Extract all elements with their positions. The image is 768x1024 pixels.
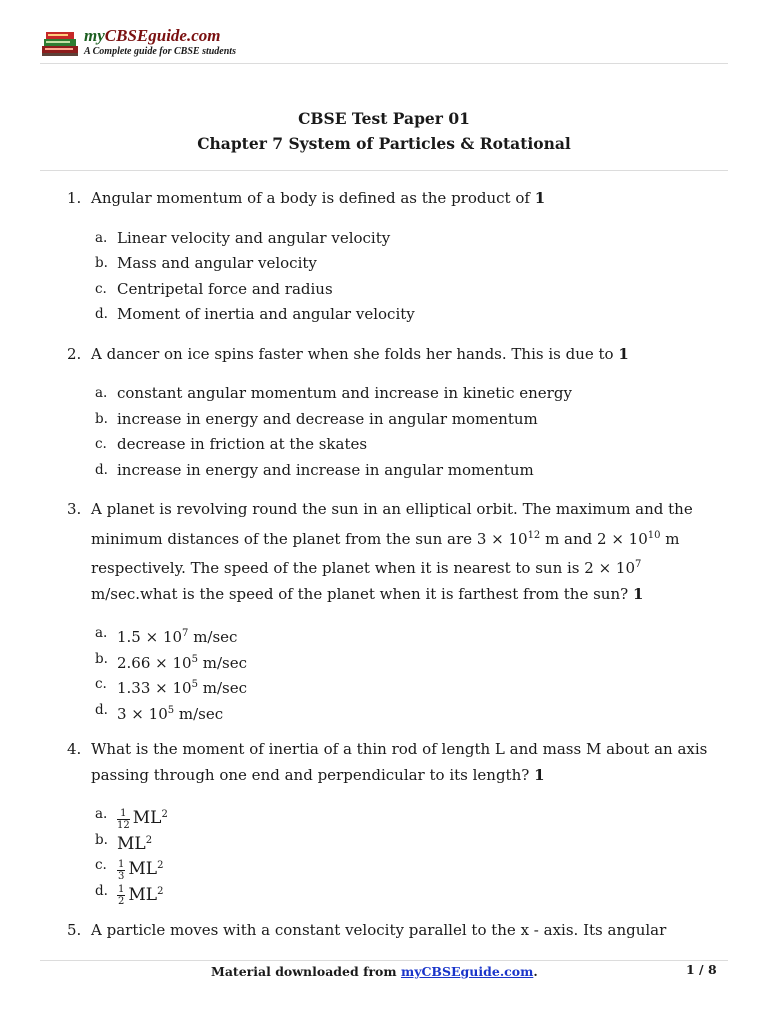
option-item <box>95 879 731 907</box>
math-exponent: 7 <box>635 559 642 570</box>
option-letter: a. <box>95 229 108 246</box>
fraction <box>117 884 125 907</box>
option-letter: d. <box>95 882 108 899</box>
option-letter: d. <box>95 701 108 718</box>
option-letter: b. <box>95 831 108 848</box>
marks-label: 1 <box>534 189 546 207</box>
option-item <box>95 302 731 328</box>
option-item <box>95 698 731 724</box>
math-expression <box>584 559 641 577</box>
option-exponent: 2 <box>145 834 153 846</box>
paper-title-line2: Chapter 7 System of Particles & Rotational <box>197 134 571 153</box>
question-number: 1. <box>67 189 82 207</box>
question-text-part: m respectively. The speed of the planet when it is nearest to sun is <box>91 529 680 577</box>
math-exponent: 12 <box>527 529 541 541</box>
option-letter: b. <box>95 650 108 667</box>
option-text: Mass and angular velocity <box>117 254 317 272</box>
options-list <box>91 621 731 723</box>
option-expression: ML <box>128 859 158 879</box>
footer-suffix: . <box>533 964 538 979</box>
marks-label: 1 <box>534 765 545 784</box>
question-5 <box>67 918 731 944</box>
question-1 <box>67 186 731 328</box>
question-text-part: m/sec.what is the speed of the planet when it is farthest from the sun? <box>91 584 629 603</box>
option-text: increase in energy and increase in angular momentum <box>117 460 534 479</box>
logo-tagline: A Complete guide for CBSE students <box>84 46 236 57</box>
question-text-part: m and <box>540 529 598 548</box>
option-item <box>95 251 731 277</box>
page-footer <box>0 962 768 982</box>
option-base: 2.66 × 10 <box>117 653 192 672</box>
page-header <box>40 22 728 64</box>
site-logo[interactable] <box>40 26 250 60</box>
option-expression: ML <box>128 884 158 905</box>
options-list <box>91 802 731 907</box>
question-number: 3. <box>67 500 82 518</box>
question-3 <box>67 497 731 723</box>
math-base: 3 × 10 <box>476 529 528 548</box>
footer-text <box>211 964 538 979</box>
question-text-part: A planet is revolving round the sun in an elliptical orbit. The maximum and the minimum distances of the planet from the sun are <box>91 500 693 548</box>
option-item <box>95 672 731 698</box>
option-base: 3 × 10 <box>117 704 168 723</box>
option-item <box>95 277 731 303</box>
option-letter: a. <box>95 806 108 822</box>
option-item <box>95 802 731 831</box>
option-base: 1.33 × 10 <box>117 679 192 697</box>
math-expression <box>597 530 660 548</box>
option-letter: c. <box>95 676 107 692</box>
option-expression: ML <box>132 808 162 828</box>
option-item <box>95 381 731 407</box>
option-letter: d. <box>95 461 108 478</box>
options-list <box>91 226 731 328</box>
option-exponent: 2 <box>157 885 164 897</box>
fraction-numerator: 1 <box>118 884 125 895</box>
paper-title-line1: CBSE Test Paper 01 <box>298 109 470 128</box>
logo-wordmark-rest: CBSEguide.com <box>104 26 221 45</box>
option-item <box>95 828 731 854</box>
marks-label: 1 <box>632 584 644 603</box>
option-text: Centripetal force and radius <box>117 279 333 298</box>
option-item <box>95 407 731 433</box>
option-letter: b. <box>95 255 108 271</box>
math-base: 2 × 10 <box>584 559 636 577</box>
books-logo-icon <box>40 26 84 60</box>
fraction-denominator: 3 <box>118 870 125 882</box>
question-number: 4. <box>67 740 82 758</box>
option-exponent: 5 <box>167 704 175 716</box>
option-unit: m/sec <box>174 704 224 723</box>
option-text: constant angular momentum and increase in kinetic energy <box>117 384 572 402</box>
option-item <box>95 458 731 484</box>
paper-title <box>0 106 768 156</box>
option-unit: m/sec <box>197 679 247 697</box>
option-base: 1.5 × 10 <box>117 628 183 646</box>
option-exponent: 2 <box>157 860 164 871</box>
logo-wordmark-prefix: my <box>84 26 105 45</box>
option-letter: d. <box>95 306 108 322</box>
question-number: 2. <box>67 344 82 363</box>
fraction-denominator: 12 <box>117 819 130 831</box>
page-number: 1 / 8 <box>686 962 717 977</box>
fraction-denominator: 2 <box>118 896 125 907</box>
option-item <box>95 432 731 458</box>
math-expression <box>477 530 540 548</box>
logo-wordmark <box>84 26 221 46</box>
option-letter: c. <box>95 280 107 297</box>
option-item <box>95 226 731 252</box>
question-2 <box>67 342 731 484</box>
footer-site-link[interactable]: myCBSEguide.com <box>400 964 534 979</box>
option-text: Moment of inertia and angular velocity <box>117 305 415 323</box>
header-divider <box>40 63 728 64</box>
option-letter: c. <box>95 436 107 452</box>
marks-label: 1 <box>618 344 629 363</box>
option-expression: ML <box>117 833 146 854</box>
option-item <box>95 647 731 673</box>
question-text: What is the moment of inertia of a thin rod of length L and mass M about an axis passing through one end and perpendicular to its length? <box>91 740 708 784</box>
option-exponent: 5 <box>191 679 198 690</box>
footer-prefix: Material downloaded from <box>211 964 401 979</box>
option-exponent: 7 <box>182 628 189 639</box>
option-exponent: 2 <box>161 809 168 820</box>
option-letter: c. <box>95 857 107 873</box>
question-text: A particle moves with a constant velocity parallel to the x - axis. Its angular <box>91 921 667 939</box>
question-list <box>0 186 768 944</box>
question-number: 5. <box>67 921 82 939</box>
title-divider <box>40 170 728 171</box>
options-list <box>91 381 731 483</box>
option-item <box>95 853 731 882</box>
question-text: A dancer on ice spins faster when she folds her hands. This is due to <box>91 344 614 363</box>
option-letter: a. <box>95 385 108 401</box>
option-unit: m/sec <box>188 628 238 646</box>
math-exponent: 10 <box>647 529 661 541</box>
option-text: Linear velocity and angular velocity <box>117 228 391 247</box>
fraction-numerator: 1 <box>117 808 130 820</box>
option-letter: a. <box>95 625 108 641</box>
option-unit: m/sec <box>197 653 247 672</box>
fraction-numerator: 1 <box>118 858 125 870</box>
question-4 <box>67 737 731 907</box>
option-item <box>95 621 731 647</box>
option-exponent: 5 <box>191 653 198 665</box>
footer-divider <box>40 960 728 961</box>
question-text: Angular momentum of a body is defined as the product of <box>91 189 530 207</box>
option-letter: b. <box>95 410 108 427</box>
option-text: increase in energy and decrease in angular momentum <box>117 409 538 428</box>
option-text: decrease in friction at the skates <box>117 435 368 453</box>
math-base: 2 × 10 <box>597 529 648 548</box>
